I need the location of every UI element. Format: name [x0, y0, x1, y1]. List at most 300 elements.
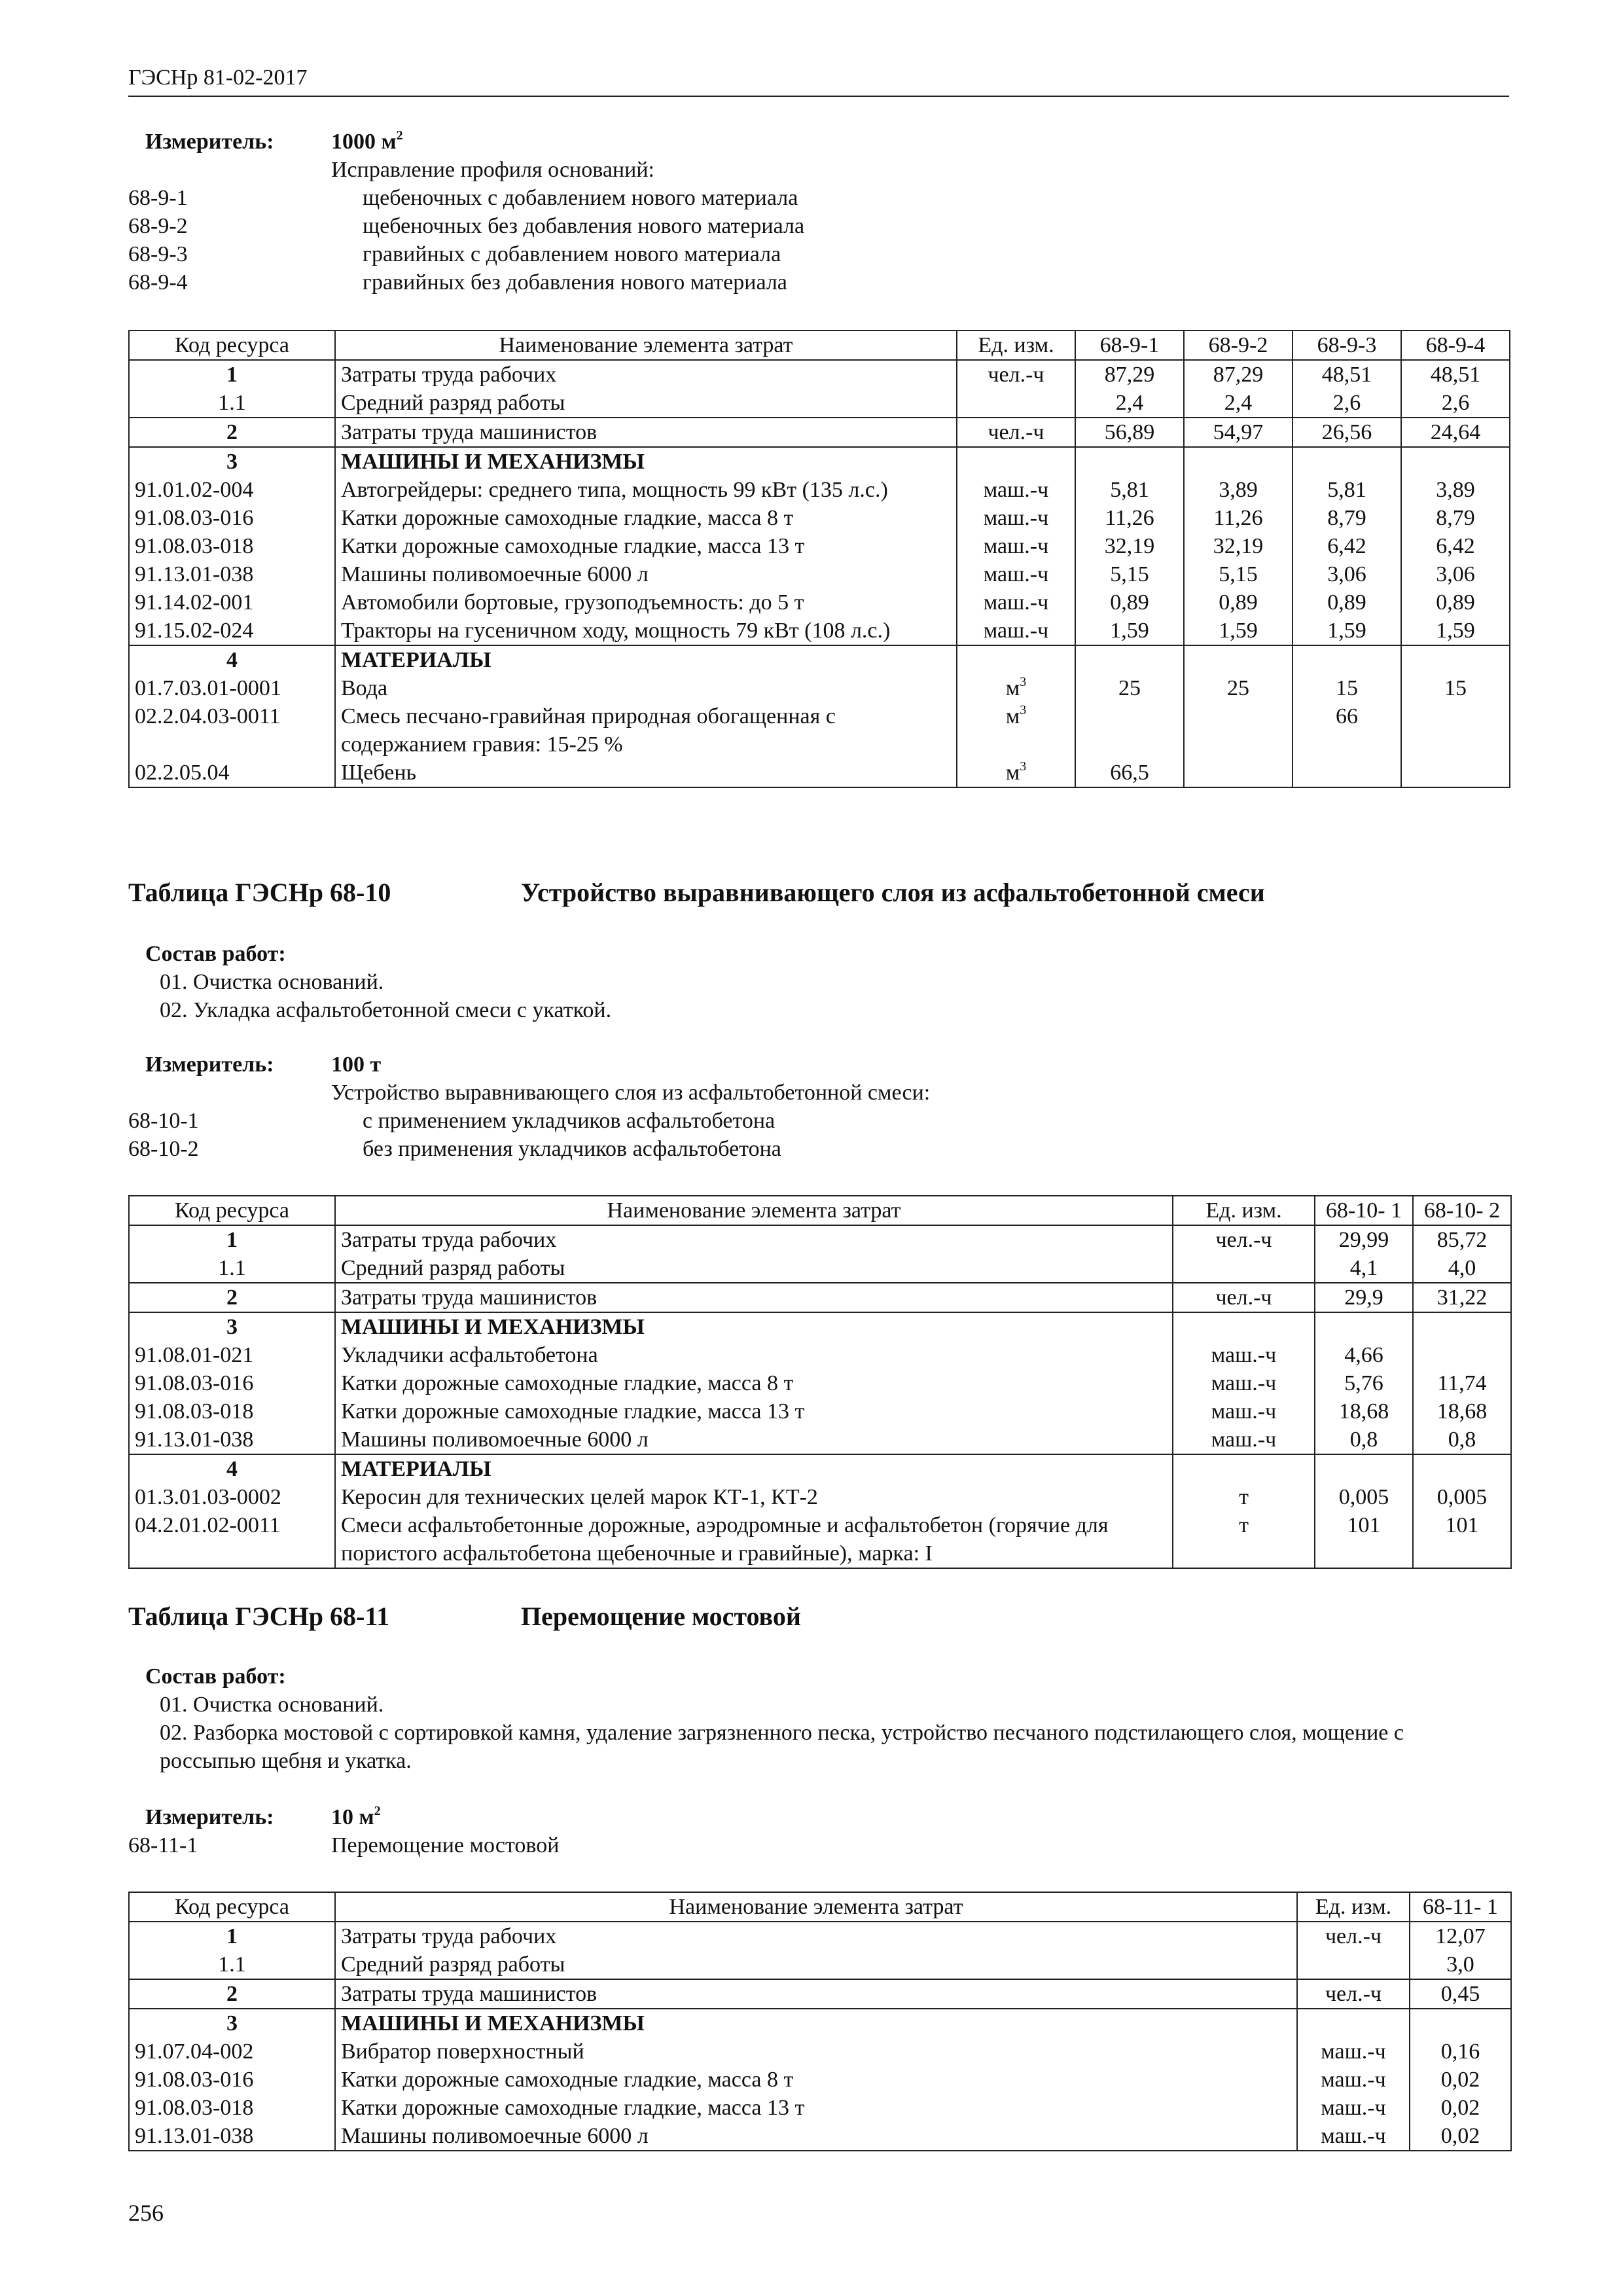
t10-works — [128, 940, 611, 1024]
cell-name: МАШИНЫ И МЕХАНИЗМЫ — [335, 2009, 1297, 2037]
cell-value: 101 — [1413, 1511, 1511, 1568]
cell-value — [1401, 759, 1510, 787]
cell-name: Средний разряд работы — [335, 1950, 1297, 1979]
cell-value: 11,74 — [1413, 1369, 1511, 1397]
cell-value — [1184, 645, 1293, 674]
cell-code: 91.08.03-016 — [129, 504, 335, 532]
work-step: 01. Очистка оснований. — [160, 970, 384, 994]
cell-code: 1 — [129, 1922, 335, 1950]
cell-value: 4,0 — [1413, 1254, 1511, 1283]
table-row — [129, 1483, 1511, 1511]
cell-value: 48,51 — [1293, 360, 1401, 389]
cell-value — [1293, 447, 1401, 476]
cell-code: 91.13.01-038 — [129, 2122, 335, 2151]
t9-resource-table — [128, 330, 1510, 788]
cell-name: Автомобили бортовые, грузоподъемность: до 5 т — [335, 588, 957, 617]
cell-value: 8,79 — [1401, 504, 1510, 532]
cell-value — [1075, 702, 1184, 759]
cell-name: МАШИНЫ И МЕХАНИЗМЫ — [335, 447, 957, 476]
meter-item — [128, 268, 804, 296]
cell-unit — [1297, 2094, 1410, 2122]
cell-unit — [1173, 1397, 1315, 1426]
unit-text: маш.-ч — [983, 590, 1049, 615]
col-name-header: Наименование элемента затрат — [335, 1196, 1173, 1225]
cell-code: 02.2.04.03-0011 — [129, 702, 335, 759]
meter-item-text: гравийных без добавления нового материала — [363, 270, 787, 295]
cell-code: 3 — [129, 447, 335, 476]
meter-item-text: щебеночных с добавлением нового материала — [363, 186, 798, 210]
table-row — [129, 504, 1510, 532]
table-row — [129, 2094, 1511, 2122]
col-name-header: Наименование элемента затрат — [335, 331, 957, 360]
cell-value: 11,26 — [1184, 504, 1293, 532]
col-unit-header: Ед. изм. — [1297, 1892, 1410, 1922]
meter-item — [128, 1107, 930, 1135]
unit-sup: 3 — [1020, 759, 1027, 774]
unit-text: маш.-ч — [1211, 1371, 1277, 1395]
col-code-header: Код ресурса — [129, 331, 335, 360]
cell-code: 01.3.01.03-0002 — [129, 1483, 335, 1511]
cell-value: 4,1 — [1315, 1254, 1413, 1283]
cell-unit — [957, 617, 1075, 645]
cell-unit — [1297, 2037, 1410, 2066]
cell-name: Укладчики асфальтобетона — [335, 1341, 1173, 1369]
cell-value — [1184, 759, 1293, 787]
t11-name: Перемощение мостовой — [521, 1602, 801, 1631]
col-value-header: 68-9-1 — [1075, 331, 1184, 360]
meter-item-text: без применения укладчиков асфальтобетона — [363, 1137, 781, 1161]
cell-name: Катки дорожные самоходные гладкие, масса 13 т — [335, 1397, 1173, 1426]
cell-value: 32,19 — [1184, 532, 1293, 560]
table-row — [129, 645, 1510, 674]
col-code-header: Код ресурса — [129, 1892, 335, 1922]
cell-code: 3 — [129, 1312, 335, 1341]
works-label: Состав работ: — [145, 1664, 286, 1689]
t9-meter-block — [128, 128, 804, 296]
t11-resource-table — [128, 1892, 1512, 2151]
unit-text: маш.-ч — [1211, 1427, 1277, 1452]
cell-unit — [1173, 1254, 1315, 1283]
cell-unit — [1297, 2122, 1410, 2151]
cell-name: Щебень — [335, 759, 957, 787]
cell-value: 0,02 — [1410, 2122, 1511, 2151]
col-code-header: Код ресурса — [129, 1196, 335, 1225]
cell-value — [1184, 702, 1293, 759]
cell-value: 0,89 — [1075, 588, 1184, 617]
cell-code: 4 — [129, 645, 335, 674]
cell-value: 1,59 — [1075, 617, 1184, 645]
unit-text: м — [1005, 704, 1020, 728]
meter-group-title: Устройство выравнивающего слоя из асфальтобетонной смеси: — [331, 1081, 931, 1105]
cell-name: Затраты труда рабочих — [335, 360, 957, 389]
cell-value: 0,89 — [1401, 588, 1510, 617]
meter-item-code: 68-10-1 — [128, 1109, 199, 1133]
meter-item-code: 68-9-4 — [128, 270, 188, 295]
col-value-header: 68-10- 1 — [1315, 1196, 1413, 1225]
cell-code: 02.2.05.04 — [129, 759, 335, 787]
cell-name: Затраты труда машинистов — [335, 1283, 1173, 1312]
unit-text: чел.-ч — [1325, 1924, 1382, 1948]
meter-item — [128, 1135, 930, 1163]
cell-value: 48,51 — [1401, 360, 1510, 389]
cell-unit — [1297, 1950, 1410, 1979]
cell-value: 5,81 — [1075, 476, 1184, 504]
cell-code: 91.14.02-001 — [129, 588, 335, 617]
work-step: 01. Очистка оснований. — [160, 1693, 384, 1717]
cell-name: Катки дорожные самоходные гладкие, масса 13 т — [335, 2094, 1297, 2122]
cell-value — [1401, 702, 1510, 759]
table-row — [129, 702, 1510, 759]
cell-value: 12,07 — [1410, 1922, 1511, 1950]
table-row — [129, 617, 1510, 645]
cell-code: 91.08.03-016 — [129, 1369, 335, 1397]
cell-code: 91.08.03-018 — [129, 2094, 335, 2122]
cell-value: 5,76 — [1315, 1369, 1413, 1397]
cell-name: Затраты труда машинистов — [335, 1979, 1297, 2009]
cell-name: Затраты труда машинистов — [335, 418, 957, 447]
cell-value — [1293, 759, 1401, 787]
cell-value — [1184, 447, 1293, 476]
unit-text: маш.-ч — [1211, 1343, 1277, 1367]
cell-value — [1401, 645, 1510, 674]
cell-value: 3,0 — [1410, 1950, 1511, 1979]
unit-text: маш.-ч — [983, 478, 1049, 502]
cell-code: 1.1 — [129, 389, 335, 418]
table-row — [129, 1950, 1511, 1979]
cell-code: 01.7.03.01-0001 — [129, 674, 335, 702]
cell-name: Катки дорожные самоходные гладкие, масса 8 т — [335, 1369, 1173, 1397]
cell-value — [1413, 1454, 1511, 1483]
cell-code: 1 — [129, 360, 335, 389]
table-row — [129, 1454, 1511, 1483]
cell-unit — [1173, 1483, 1315, 1511]
cell-value: 0,8 — [1315, 1426, 1413, 1454]
cell-code: 91.15.02-024 — [129, 617, 335, 645]
table-row — [129, 1979, 1511, 2009]
works-label: Состав работ: — [145, 942, 286, 966]
cell-name: Машины поливомоечные 6000 л — [335, 1426, 1173, 1454]
t10-title — [128, 877, 1265, 908]
table-row — [129, 588, 1510, 617]
cell-unit — [957, 759, 1075, 787]
cell-code: 04.2.01.02-0011 — [129, 1511, 335, 1568]
cell-value: 32,19 — [1075, 532, 1184, 560]
meter-item-code: 68-9-3 — [128, 242, 188, 266]
table-row — [129, 2122, 1511, 2151]
meter-group-title: Исправление профиля оснований: — [331, 158, 654, 182]
cell-unit — [957, 447, 1075, 476]
table-row — [129, 476, 1510, 504]
cell-value: 0,005 — [1315, 1483, 1413, 1511]
meter-item — [128, 240, 804, 268]
unit-sup: 3 — [1020, 674, 1027, 689]
cell-unit — [1173, 1454, 1315, 1483]
col-unit-header: Ед. изм. — [1173, 1196, 1315, 1225]
unit-text: маш.-ч — [983, 562, 1049, 586]
table-row — [129, 1397, 1511, 1426]
cell-value: 66 — [1293, 702, 1401, 759]
document-code: ГЭСНр 81-02-2017 — [128, 65, 308, 90]
cell-code: 91.08.03-018 — [129, 1397, 335, 1426]
meter-item-code: 68-9-2 — [128, 214, 188, 238]
cell-name: МАШИНЫ И МЕХАНИЗМЫ — [335, 1312, 1173, 1341]
cell-unit — [957, 702, 1075, 759]
cell-value: 18,68 — [1315, 1397, 1413, 1426]
col-value-header: 68-9-2 — [1184, 331, 1293, 360]
unit-text: маш.-ч — [1321, 2068, 1386, 2092]
cell-value: 31,22 — [1413, 1283, 1511, 1312]
table-row — [129, 674, 1510, 702]
meter-item-text: гравийных с добавлением нового материала — [363, 242, 781, 266]
cell-value: 87,29 — [1075, 360, 1184, 389]
cell-value: 56,89 — [1075, 418, 1184, 447]
cell-value: 2,6 — [1401, 389, 1510, 418]
table-row — [129, 1254, 1511, 1283]
table-row — [129, 759, 1510, 787]
col-unit-header: Ед. изм. — [957, 331, 1075, 360]
cell-name: Затраты труда рабочих — [335, 1922, 1297, 1950]
cell-value: 0,8 — [1413, 1426, 1511, 1454]
cell-unit — [957, 360, 1075, 389]
cell-value: 4,66 — [1315, 1341, 1413, 1369]
cell-name: Автогрейдеры: среднего типа, мощность 99 кВт (135 л.с.) — [335, 476, 957, 504]
cell-unit — [1297, 2066, 1410, 2094]
meter-item — [128, 212, 804, 240]
cell-unit — [1173, 1511, 1315, 1568]
cell-code: 3 — [129, 2009, 335, 2037]
work-step: 02. Разборка мостовой с сортировкой камня, удаление загрязненного песка, устройство песчаного подстилающего слоя, мощение с россыпью щебня и укатка. — [160, 1721, 1404, 1773]
table-row — [129, 389, 1510, 418]
unit-text: маш.-ч — [1321, 2096, 1386, 2120]
unit-text: т — [1239, 1513, 1249, 1537]
cell-value: 0,89 — [1293, 588, 1401, 617]
cell-value — [1315, 1312, 1413, 1341]
cell-name: Затраты труда рабочих — [335, 1225, 1173, 1254]
table-row — [129, 1922, 1511, 1950]
cell-code: 1.1 — [129, 1950, 335, 1979]
cell-name: Вибратор поверхностный — [335, 2037, 1297, 2066]
cell-value — [1410, 2009, 1511, 2037]
table-row — [129, 1426, 1511, 1454]
cell-value: 3,06 — [1293, 560, 1401, 588]
table-row — [129, 1369, 1511, 1397]
cell-name: МАТЕРИАЛЫ — [335, 1454, 1173, 1483]
table-row — [129, 2066, 1511, 2094]
cell-value: 26,56 — [1293, 418, 1401, 447]
col-value-header: 68-9-3 — [1293, 331, 1401, 360]
cell-name: Катки дорожные самоходные гладкие, масса 13 т — [335, 532, 957, 560]
cell-code: 2 — [129, 1283, 335, 1312]
t10-name: Устройство выравнивающего слоя из асфальтобетонной смеси — [521, 878, 1265, 907]
cell-unit — [957, 560, 1075, 588]
cell-code: 91.01.02-004 — [129, 476, 335, 504]
unit-text: чел.-ч — [1215, 1228, 1272, 1252]
cell-value — [1075, 447, 1184, 476]
cell-value: 5,15 — [1075, 560, 1184, 588]
cell-code: 91.07.04-002 — [129, 2037, 335, 2066]
header-row — [129, 331, 1510, 360]
table-row — [129, 1511, 1511, 1568]
table-row — [129, 1283, 1511, 1312]
cell-value — [1075, 645, 1184, 674]
cell-name: Катки дорожные самоходные гладкие, масса 8 т — [335, 504, 957, 532]
table-row — [129, 447, 1510, 476]
unit-text: чел.-ч — [988, 420, 1044, 444]
cell-value: 54,97 — [1184, 418, 1293, 447]
table-row — [129, 2009, 1511, 2037]
cell-unit — [1297, 1922, 1410, 1950]
cell-value: 66,5 — [1075, 759, 1184, 787]
table-row — [129, 360, 1510, 389]
cell-unit — [957, 674, 1075, 702]
cell-name: Средний разряд работы — [335, 1254, 1173, 1283]
cell-code: 91.08.03-016 — [129, 2066, 335, 2094]
cell-value: 87,29 — [1184, 360, 1293, 389]
header-row — [129, 1892, 1511, 1922]
meter-item-text: щебеночных без добавления нового материала — [363, 214, 805, 238]
t11-title — [128, 1601, 801, 1632]
unit-text: м — [1005, 676, 1020, 700]
cell-value: 0,02 — [1410, 2066, 1511, 2094]
t11-number: Таблица ГЭСНр 68-11 — [128, 1602, 390, 1631]
cell-value: 0,005 — [1413, 1483, 1511, 1511]
cell-value — [1293, 645, 1401, 674]
meter-label: Измеритель: — [145, 1052, 274, 1077]
table-row — [129, 2037, 1511, 2066]
cell-unit — [1173, 1426, 1315, 1454]
table-row — [129, 1225, 1511, 1254]
cell-unit — [957, 476, 1075, 504]
cell-code: 91.08.01-021 — [129, 1341, 335, 1369]
table-row — [129, 418, 1510, 447]
cell-value: 15 — [1293, 674, 1401, 702]
page-number: 256 — [128, 2200, 164, 2226]
cell-name: Смеси асфальтобетонные дорожные, аэродромные и асфальтобетон (горячие для пористого асфальтобетона щебеночные и гравийные), марка: I — [335, 1511, 1173, 1568]
unit-text: маш.-ч — [983, 534, 1049, 558]
unit-text: чел.-ч — [988, 363, 1044, 387]
t11-meter-block — [128, 1803, 559, 1859]
cell-value: 18,68 — [1413, 1397, 1511, 1426]
cell-value: 11,26 — [1075, 504, 1184, 532]
meter-item-text: с применением укладчиков асфальтобетона — [363, 1109, 776, 1133]
cell-value: 85,72 — [1413, 1225, 1511, 1254]
table-row — [129, 1312, 1511, 1341]
cell-code: 4 — [129, 1454, 335, 1483]
cell-value: 29,99 — [1315, 1225, 1413, 1254]
col-name-header: Наименование элемента затрат — [335, 1892, 1297, 1922]
meter-item-code: 68-10-2 — [128, 1137, 199, 1161]
cell-value — [1413, 1312, 1511, 1341]
cell-unit — [1173, 1341, 1315, 1369]
cell-code: 2 — [129, 418, 335, 447]
cell-value: 29,9 — [1315, 1283, 1413, 1312]
unit-text: маш.-ч — [1321, 2039, 1386, 2064]
unit-text: м — [1005, 761, 1020, 785]
meter-value: 100 т — [331, 1052, 382, 1077]
unit-text: чел.-ч — [1215, 1285, 1272, 1310]
cell-unit — [957, 418, 1075, 447]
unit-text: маш.-ч — [983, 619, 1049, 643]
cell-unit — [957, 389, 1075, 418]
unit-text: маш.-ч — [1321, 2124, 1386, 2148]
table-row — [129, 560, 1510, 588]
cell-name: Машины поливомоечные 6000 л — [335, 2122, 1297, 2151]
unit-text: маш.-ч — [1211, 1399, 1277, 1424]
cell-value: 101 — [1315, 1511, 1413, 1568]
cell-value: 15 — [1401, 674, 1510, 702]
cell-code: 91.13.01-038 — [129, 560, 335, 588]
cell-value: 0,16 — [1410, 2037, 1511, 2066]
cell-code: 1 — [129, 1225, 335, 1254]
cell-unit — [1173, 1283, 1315, 1312]
meter-label: Измеритель: — [145, 1805, 274, 1829]
t11-works — [128, 1662, 1476, 1775]
cell-value: 6,42 — [1293, 532, 1401, 560]
cell-value: 6,42 — [1401, 532, 1510, 560]
cell-unit — [1173, 1312, 1315, 1341]
cell-value: 0,89 — [1184, 588, 1293, 617]
table-row — [129, 1341, 1511, 1369]
unit-text: чел.-ч — [1325, 1982, 1382, 2006]
unit-text: т — [1239, 1485, 1249, 1509]
cell-unit — [957, 645, 1075, 674]
cell-name: Средний разряд работы — [335, 389, 957, 418]
cell-value: 3,89 — [1184, 476, 1293, 504]
meter-item — [128, 184, 804, 212]
cell-name: Вода — [335, 674, 957, 702]
cell-value: 8,79 — [1293, 504, 1401, 532]
cell-name: МАТЕРИАЛЫ — [335, 645, 957, 674]
cell-value: 5,81 — [1293, 476, 1401, 504]
meter-item-code: 68-11-1 — [128, 1833, 198, 1857]
cell-name: Смесь песчано-гравийная природная обогащенная с содержанием гравия: 15-25 % — [335, 702, 957, 759]
cell-unit — [1297, 1979, 1410, 2009]
cell-code: 91.08.03-018 — [129, 532, 335, 560]
cell-value: 3,06 — [1401, 560, 1510, 588]
meter-value: 1000 $м^2$ — [331, 128, 403, 154]
document-header — [128, 65, 1509, 97]
cell-value: 2,4 — [1075, 389, 1184, 418]
cell-name: Тракторы на гусеничном ходу, мощность 79 кВт (108 л.с.) — [335, 617, 957, 645]
t10-number: Таблица ГЭСНр 68-10 — [128, 878, 391, 907]
cell-name: Керосин для технических целей марок КТ-1, КТ-2 — [335, 1483, 1173, 1511]
cell-value: 0,45 — [1410, 1979, 1511, 2009]
t10-resource-table — [128, 1195, 1512, 1569]
col-value-header: 68-10- 2 — [1413, 1196, 1511, 1225]
t10-meter-block — [128, 1050, 930, 1163]
work-step: 02. Укладка асфальтобетонной смеси с укаткой. — [160, 998, 612, 1022]
meter-item-code: 68-9-1 — [128, 186, 188, 210]
cell-unit — [1173, 1225, 1315, 1254]
cell-value: 3,89 — [1401, 476, 1510, 504]
cell-value: 1,59 — [1293, 617, 1401, 645]
cell-value: 25 — [1075, 674, 1184, 702]
cell-code: 2 — [129, 1979, 335, 2009]
meter-item-text: Перемощение мостовой — [331, 1833, 560, 1857]
cell-value: 2,6 — [1293, 389, 1401, 418]
cell-value: 2,4 — [1184, 389, 1293, 418]
cell-name: Катки дорожные самоходные гладкие, масса 8 т — [335, 2066, 1297, 2094]
meter-label: Измеритель: — [145, 130, 274, 154]
col-value-header: 68-9-4 — [1401, 331, 1510, 360]
col-value-header: 68-11- 1 — [1410, 1892, 1511, 1922]
cell-value: 1,59 — [1401, 617, 1510, 645]
cell-value: 25 — [1184, 674, 1293, 702]
cell-code: 1.1 — [129, 1254, 335, 1283]
table-row — [129, 532, 1510, 560]
cell-value — [1413, 1341, 1511, 1369]
cell-unit — [1297, 2009, 1410, 2037]
